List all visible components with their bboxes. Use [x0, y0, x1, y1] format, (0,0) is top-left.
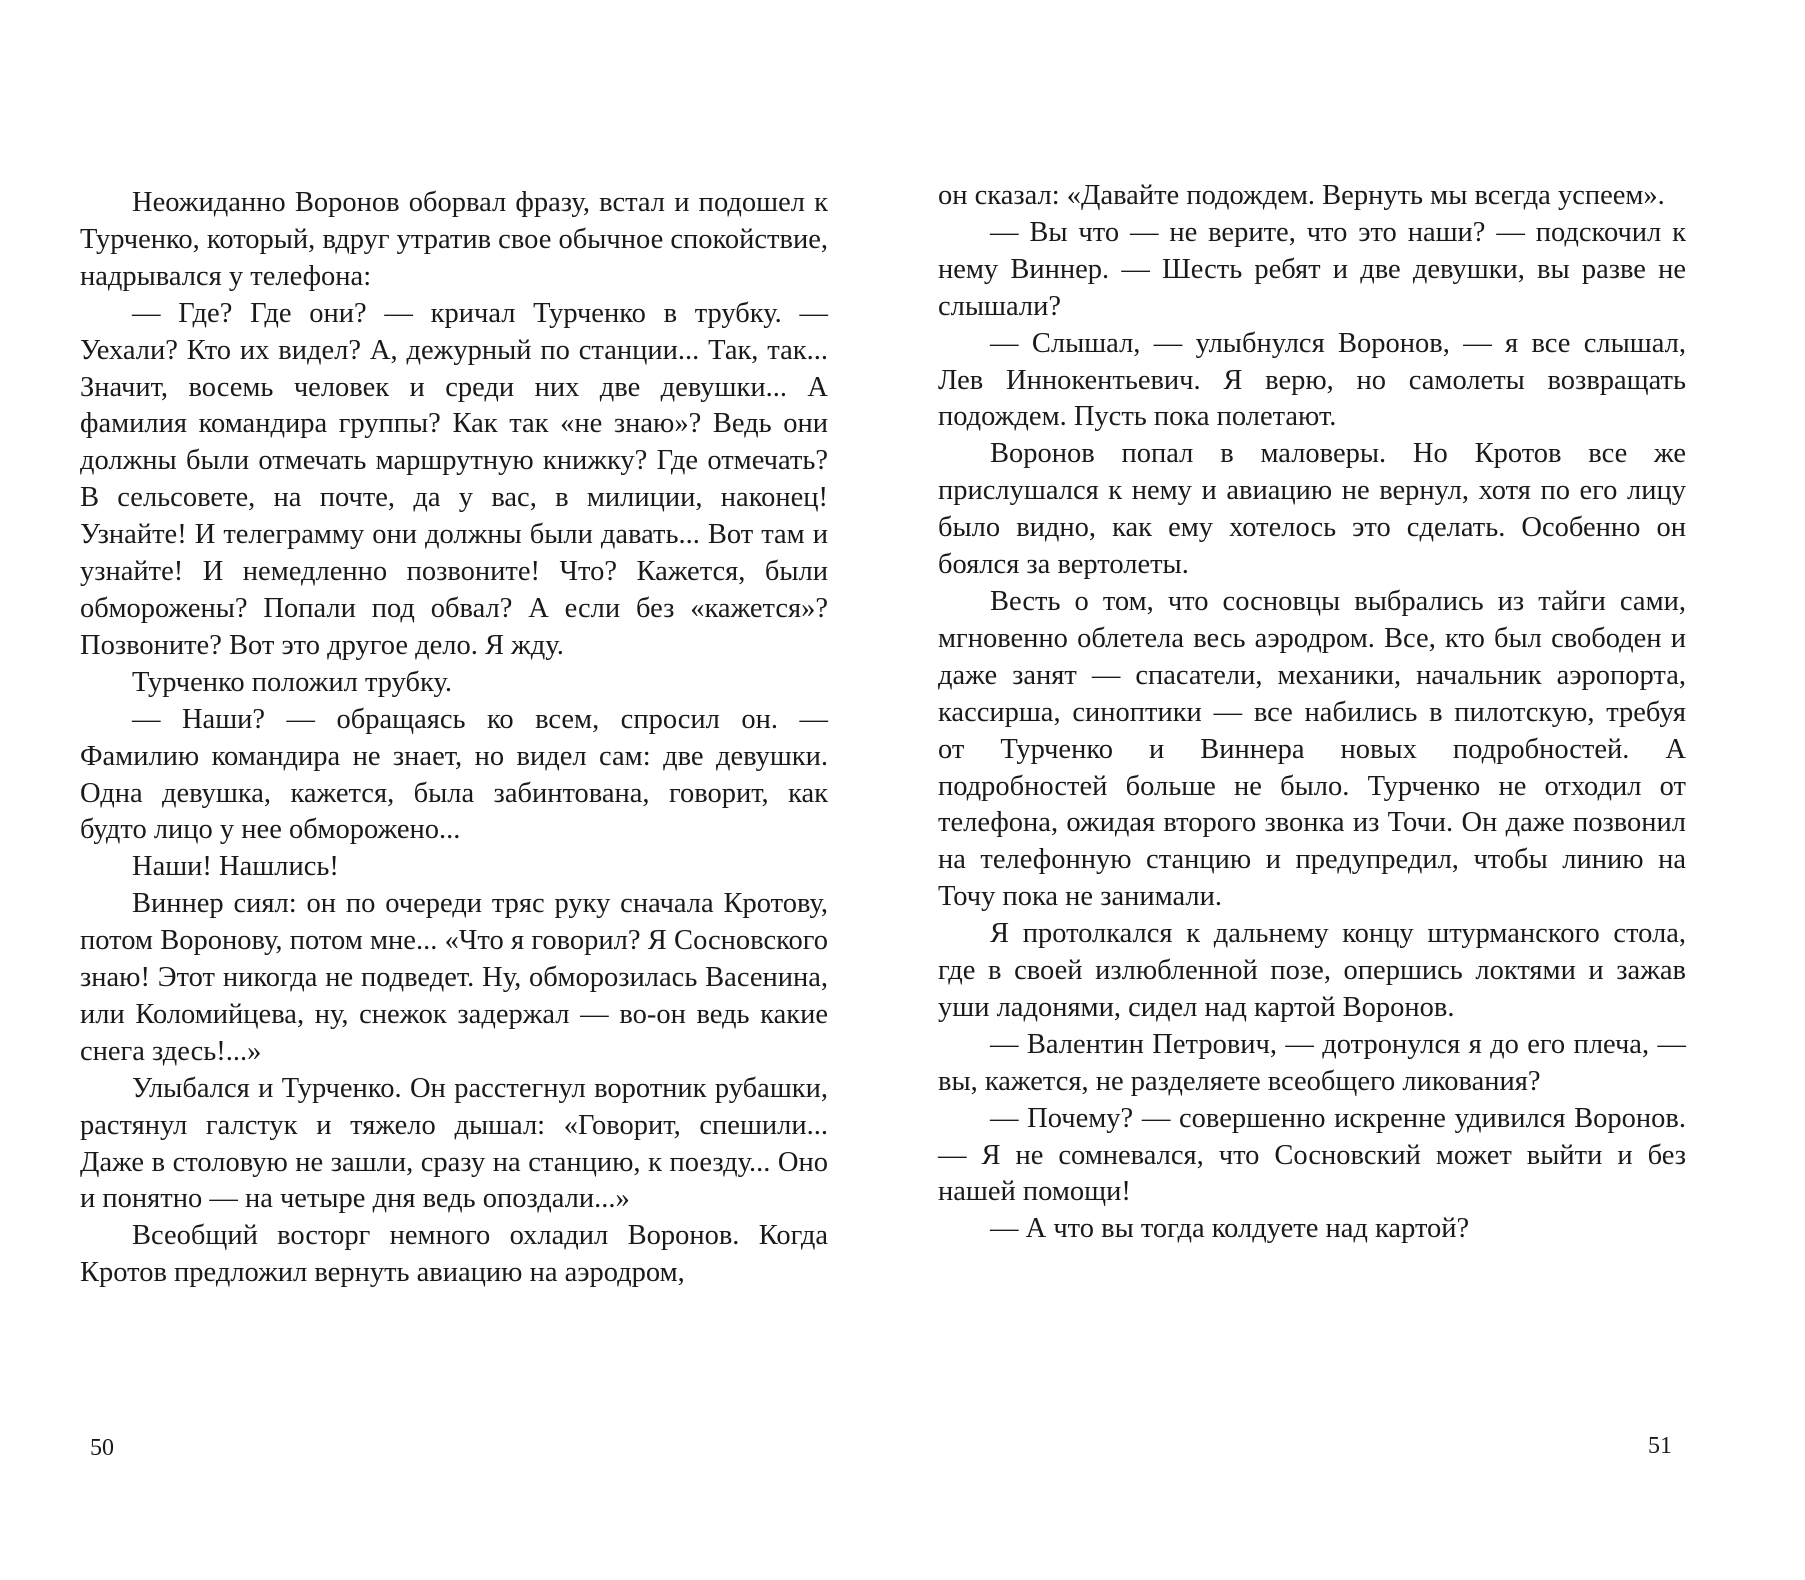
- paragraph: Всеобщий восторг немного охладил Воронов. Когда Кротов предложил вернуть авиацию на аэродром,: [80, 1220, 828, 1289]
- paragraph: — А что вы тогда колдуете над картой?: [990, 1213, 1470, 1245]
- paragraph: Улыбался и Турченко. Он расстегнул воротник рубашки, растянул галстук и тяжело дышал: «Говорит, спешили... Даже в столовую не зашли, сразу на станцию, к поезду... Оно и понятно — на четыре дня ведь опоздали...»: [80, 1072, 828, 1215]
- paragraph: — Валентин Петрович, — дотронулся я до его плеча, — вы, кажется, не разделяете всеобщего ликования?: [938, 1028, 1686, 1097]
- page-number: 51: [1648, 1433, 1672, 1459]
- paragraph: — Слышал, — улыбнулся Воронов, — я все слышал, Лев Иннокентьевич. Я верю, но самолеты возвращать подождем. Пусть пока полетают.: [938, 327, 1686, 433]
- right-page-text: [938, 178, 1686, 1248]
- paragraph: — Где? Где они? — кричал Турченко в трубку. — Уехали? Кто их видел? А, дежурный по станции... Так, так... Значит, восемь человек и среди них две девушки... А фамилия командира группы? Как так «не знаю»? Ведь они должны были отмечать маршрутную книжку? Где отмечать? В сельсовете, на почте, да у вас, в милиции, наконец! Узнайте! И телеграмму они должны были давать... Вот там и узнайте! И немедленно позвоните! Что? Кажется, были обморожены? Попали под обвал? А если без «кажется»? Позвоните? Вот это другое дело. Я жду.: [80, 297, 828, 661]
- page-number: 50: [90, 1435, 114, 1461]
- paragraph: Турченко положил трубку.: [132, 666, 452, 698]
- paragraph: — Почему? — совершенно искренне удивился Воронов. — Я не сомневался, что Сосновский может выйти и без нашей помощи!: [938, 1102, 1686, 1208]
- paragraph: Наши! Нашлись!: [132, 851, 339, 883]
- paragraph: Неожиданно Воронов оборвал фразу, встал и подошел к Турченко, который, вдруг утратив свое обычное спокойствие, надрывался у телефона:: [80, 187, 828, 292]
- paragraph: Я протолкался к дальнему концу штурманского стола, где в своей излюбленной позе, опершись локтями и зажав уши ладонями, сидел над картой Воронов.: [938, 918, 1686, 1023]
- paragraph: Виннер сиял: он по очереди тряс руку сначала Кротову, потом Воронову, потом мне... «Что я говорил? Я Сосновского знаю! Этот никогда не подведет. Ну, обморозилась Васенина, или Коломийцева, ну, снежок задержал — во-он ведь какие снега здесь!...»: [80, 888, 828, 1067]
- left-page-text: [80, 185, 828, 1292]
- paragraph: — Вы что — не верите, что это наши? — подскочил к нему Виннер. — Шесть ребят и две девушки, вы разве не слышали?: [938, 216, 1686, 322]
- paragraph: — Наши? — обращаясь ко всем, спросил он. — Фамилию командира не знает, но видел сам: две девушки. Одна девушка, кажется, была забинтована, говорит, как будто лицо у нее обморожено...: [80, 703, 828, 846]
- paragraph-continuation: он сказал: «Давайте подождем. Вернуть мы всегда успеем».: [938, 180, 1665, 211]
- paragraph: Весть о том, что сосновцы выбрались из тайги сами, мгновенно облетела весь аэродром. Все, кто был свободен и даже занят — спасатели, механики, начальник аэропорта, кассирша, синоптики — все набились в пилотскую, требуя от Турченко и Виннера новых подробностей. А подробностей больше не было. Турченко не отходил от телефона, ожидая второго звонка из Точи. Он даже позвонил на телефонную станцию и предупредил, чтобы линию на Точу пока не занимали.: [938, 585, 1686, 913]
- paragraph: Воронов попал в маловеры. Но Кротов все же прислушался к нему и авиацию не вернул, хотя по его лицу было видно, как ему хотелось это сделать. Особенно он боялся за вертолеты.: [938, 438, 1686, 581]
